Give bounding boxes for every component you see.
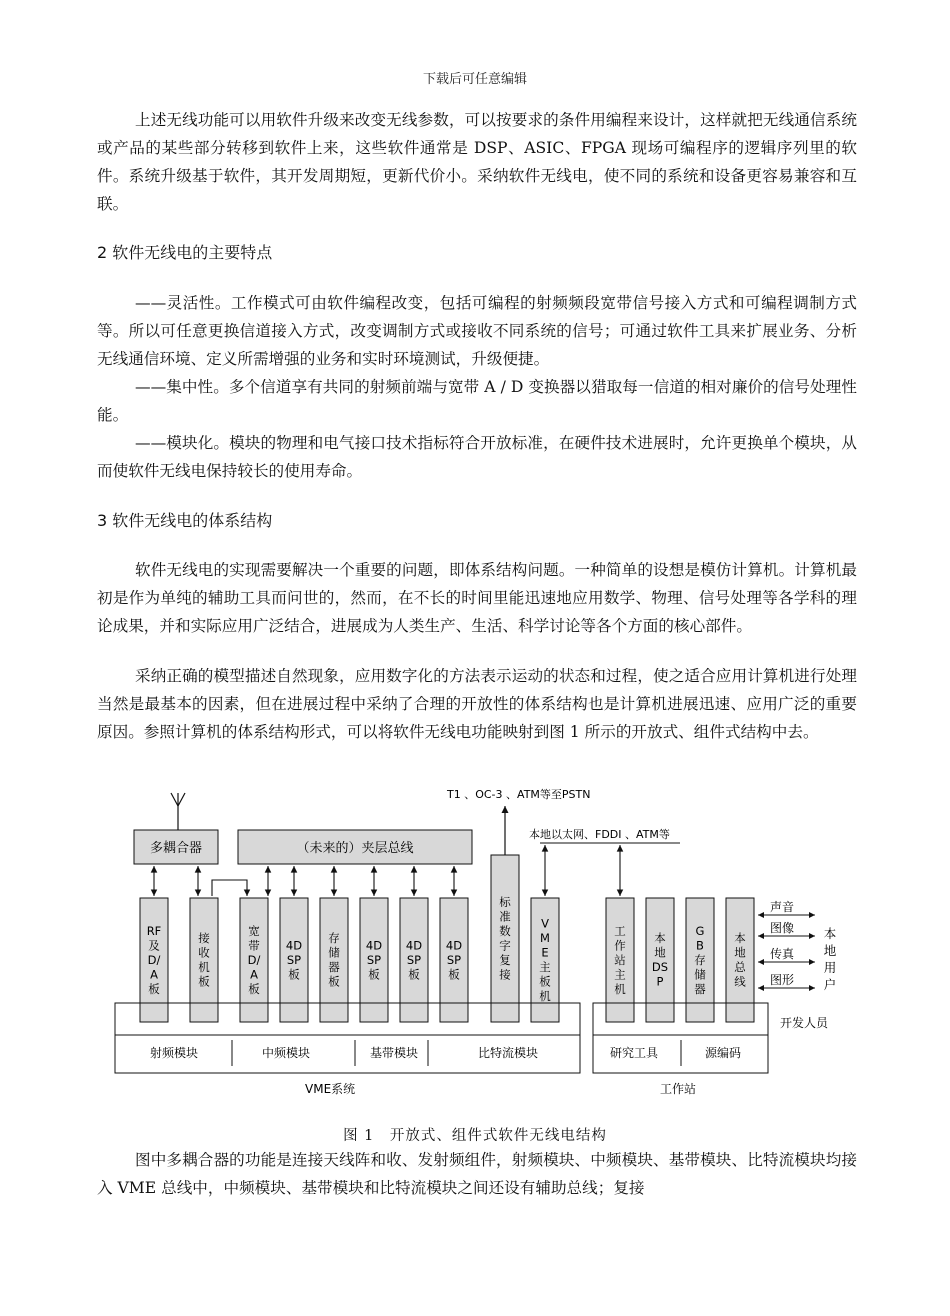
board-label-gb: 储 <box>694 967 706 982</box>
board-label-dsp4: 板 <box>448 967 460 982</box>
board-label-rf: 板 <box>148 981 160 996</box>
output-sound: 声音 <box>770 900 795 914</box>
board-label-gb: 存 <box>694 952 706 967</box>
board-label-rx: 接 <box>198 931 210 945</box>
board-label-lbus: 地 <box>734 945 746 960</box>
board-label-wb: A <box>250 967 258 982</box>
board-label-ws: 站 <box>614 952 626 967</box>
module-rf: 射频模块 <box>150 1046 199 1060</box>
board-label-dsp2: 板 <box>368 967 380 982</box>
vme-system-label: VME系统 <box>305 1082 356 1096</box>
svg-text:地: 地 <box>823 943 837 958</box>
figure-caption: 图 1 开放式、组件式软件无线电结构 <box>343 1128 607 1144</box>
board-label-lbus: 本 <box>734 931 746 945</box>
board-label-vme: 板 <box>539 974 551 989</box>
paragraph-4: ——模块化。模块的物理和电气接口技术指标符合开放标准，在硬件技术进展时，允许更换单个模块，从而使软件无线电保持较长的使用寿命。 <box>97 434 857 480</box>
board-label-mem: 存 <box>328 931 340 945</box>
module-baseband: 基带模块 <box>370 1046 419 1060</box>
board-label-gb: 器 <box>694 981 706 996</box>
board-label-ws: 作 <box>614 938 626 953</box>
board-label-dsp4: SP <box>446 952 462 967</box>
board-label-mux: 字 <box>499 938 511 953</box>
board-label-mux: 准 <box>499 909 511 924</box>
board-label-vme: 主 <box>539 960 551 974</box>
board-label-ldsp: 本 <box>654 931 666 945</box>
workstation-label: 工作站 <box>660 1082 697 1096</box>
local-user-label <box>824 926 837 992</box>
board-label-rx: 板 <box>198 974 210 989</box>
board-label-mem: 板 <box>328 974 340 989</box>
board-label-rf: 及 <box>148 938 160 953</box>
board-label-rf: A <box>150 967 158 982</box>
lan-label: 本地以太网、FDDI 、ATM等 <box>529 828 670 841</box>
board-label-gb: G <box>695 923 705 938</box>
coupler-label: 多耦合器 <box>149 841 203 856</box>
board-label-dsp1: SP <box>286 952 302 967</box>
board-label-mem: 储 <box>328 945 340 960</box>
board-label-ws: 机 <box>614 981 626 996</box>
board-label-lbus: 总 <box>734 960 746 974</box>
paragraph-3: ——集中性。多个信道享有共同的射频前端与宽带 A / D 变换器以猎取每一信道的相对廉价的信号处理性能。 <box>97 378 857 424</box>
board-label-lbus: 线 <box>734 974 746 989</box>
paragraph-2: ——灵活性。工作模式可由软件编程改变，包括可编程的射频频段宽带信号接入方式和可编程调制方式等。所以可任意更换信道接入方式，改变调制方式或接收不同系统的信号；可通过软件工具来扩展业务、分析无线通信环境、定义所需增强的业务和实时环境测试，升级便捷。 <box>97 294 857 368</box>
board-label-ldsp: DS <box>651 960 669 974</box>
board-label-dsp4: 4D <box>445 938 463 953</box>
board-label-dsp3: 板 <box>408 967 420 982</box>
board-label-mux: 数 <box>499 924 511 938</box>
board-label-wb: D/ <box>247 952 261 967</box>
paragraph-7: 图中多耦合器的功能是连接天线阵和收、发射频组件，射频模块、中频模块、基带模块、比特流模块均接入 VME 总线中，中频模块、基带模块和比特流模块之间还设有辅助总线；复接 <box>97 1151 857 1197</box>
board-label-rx: 收 <box>198 945 210 960</box>
board-label-dsp3: 4D <box>405 938 423 953</box>
board-label-mux: 标 <box>499 895 511 909</box>
output-graphics: 图形 <box>770 973 795 987</box>
paragraph-1: 上述无线功能可以用软件升级来改变无线参数，可以按要求的条件用编程来设计，这样就把无线通信系统或产品的某些部分转移到软件上来，这些软件通常是 DSP、ASIC、FPGA 现场可编程序的逻辑序列里的软件。系统升级基于软件，其开发周期短，更新代价小。采纳软件无线电，使不同的系统和设备更容易兼容和互联。 <box>97 111 857 213</box>
board-label-vme: E <box>541 945 549 960</box>
output-fax: 传真 <box>770 947 795 961</box>
board-label-ws: 工 <box>614 923 626 938</box>
module-if: 中频模块 <box>262 1046 311 1060</box>
board-label-wb: 宽 <box>248 923 260 938</box>
board-label-vme: 机 <box>539 989 551 1003</box>
board-label-dsp1: 4D <box>285 938 303 953</box>
pstn-label: T1 、OC-3 、ATM等至PSTN <box>447 788 591 801</box>
svg-text:用: 用 <box>823 960 837 975</box>
board-label-wb: 带 <box>248 938 260 953</box>
board-label-rf: D/ <box>147 952 161 967</box>
board-label-rf: RF <box>146 923 162 938</box>
board-label-dsp1: 板 <box>288 967 300 982</box>
output-image: 图像 <box>770 921 795 935</box>
board-label-rx: 机 <box>198 960 210 974</box>
page-header: 下载后可任意编辑 <box>422 72 527 87</box>
board-label-vme: M <box>540 931 550 945</box>
board-label-vme: V <box>541 916 549 931</box>
svg-text:本: 本 <box>823 926 837 941</box>
board-label-dsp2: SP <box>366 952 382 967</box>
architecture-diagram <box>0 780 950 1120</box>
board-label-ws: 主 <box>614 967 626 982</box>
board-label-ldsp: 地 <box>654 945 666 960</box>
tool-source-coding: 源编码 <box>705 1046 742 1060</box>
board-label-dsp3: SP <box>406 952 422 967</box>
board-label-ldsp: P <box>656 974 664 989</box>
board-label-mem: 器 <box>328 960 340 974</box>
mezzanine-bus-label: （未来的）夹层总线 <box>296 841 414 856</box>
developer-label: 开发人员 <box>780 1016 829 1030</box>
module-bitstream: 比特流模块 <box>478 1046 539 1060</box>
paragraph-5: 软件无线电的实现需要解决一个重要的问题，即体系结构问题。一种简单的设想是模仿计算机。计算机最初是作为单纯的辅助工具而问世的，然而，在不长的时间里能迅速地应用数学、物理、信号处理等各学科的理论成果，并和实际应用广泛结合，进展成为人类生产、生活、科学讨论等各个方面的核心部件。 <box>97 561 857 635</box>
paragraph-6: 采纳正确的模型描述自然现象，应用数字化的方法表示运动的状态和过程，使之适合应用计算机进行处理当然是最基本的因素，但在进展过程中采纳了合理的开放性的体系结构也是计算机进展迅速、应用广泛的重要原因。参照计算机的体系结构形式，可以将软件无线电功能映射到图 1 所示的开放式、组件式结构中去。 <box>97 667 857 741</box>
board-label-dsp2: 4D <box>365 938 383 953</box>
antenna-icon <box>171 793 185 830</box>
board-label-gb: B <box>696 938 704 953</box>
svg-text:户: 户 <box>823 977 837 992</box>
board-label-mux: 复 <box>499 953 511 967</box>
board-label-mux: 接 <box>499 967 511 982</box>
tool-research: 研究工具 <box>610 1046 659 1060</box>
board-label-wb: 板 <box>248 981 260 996</box>
section-heading-2: 2 软件无线电的主要特点 <box>97 243 273 262</box>
section-heading-3: 3 软件无线电的体系结构 <box>97 511 273 530</box>
